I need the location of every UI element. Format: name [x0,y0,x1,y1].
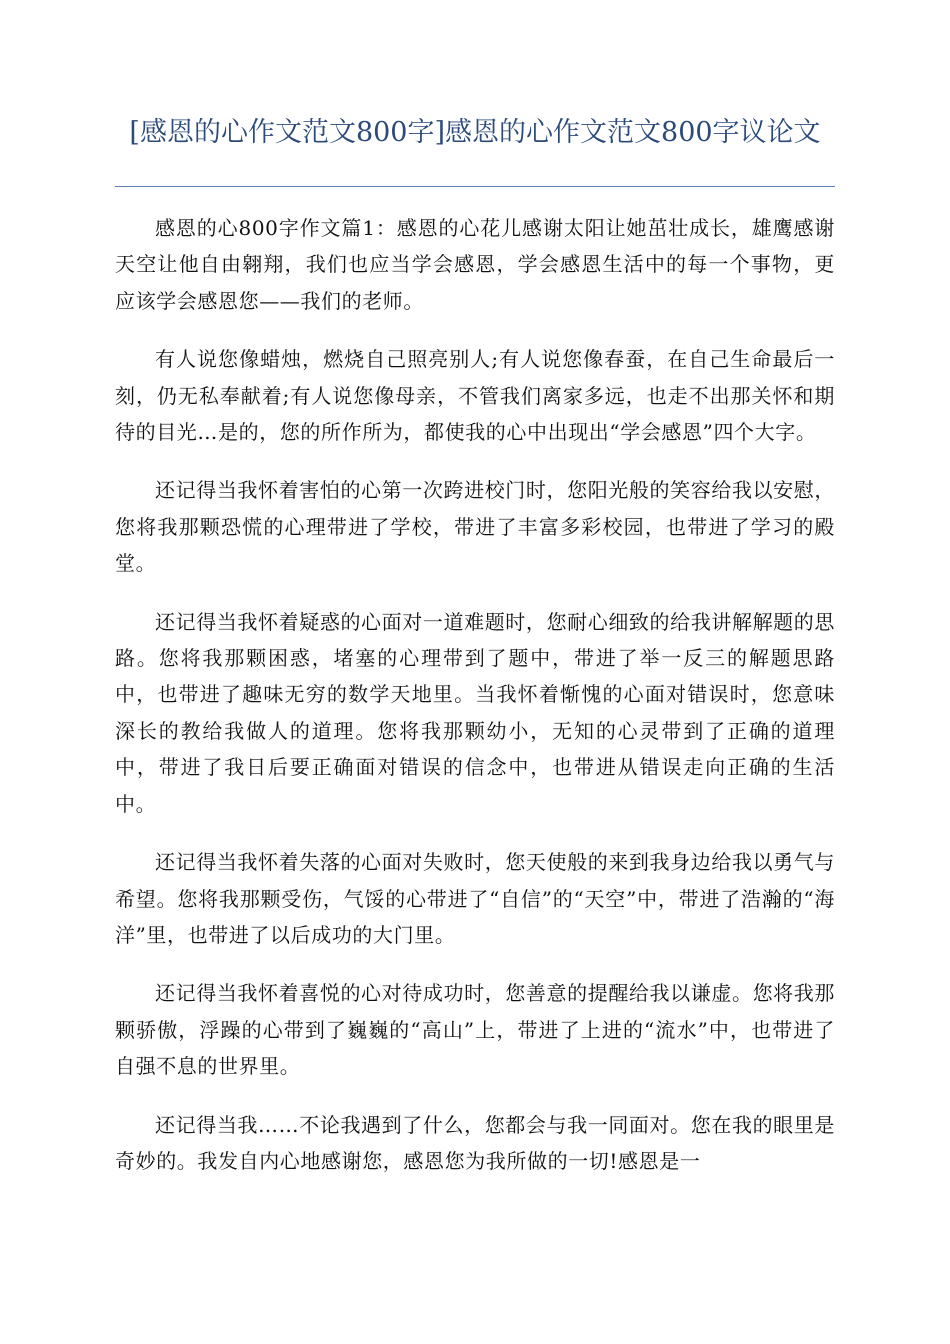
paragraph: 还记得当我怀着害怕的心第一次跨进校门时，您阳光般的笑容给我以安慰，您将我那颗恐慌的心理带进了学校，带进了丰富多彩校园，也带进了学习的殿堂。 [115,478,835,576]
paragraph: 有人说您像蜡烛，燃烧自己照亮别人;有人说您像春蚕，在自己生命最后一刻，仍无私奉献着;有人说您像母亲，不管我们离家多远，也走不出那关怀和期待的目光…是的，您的所作所为，都使我的心中出现出“学会感恩”四个大字。 [115,347,835,445]
document-body [115,210,835,1201]
paragraph: 还记得当我……不论我遇到了什么，您都会与我一同面对。您在我的眼里是奇妙的。我发自内心地感谢您，感恩您为我所做的一切!感恩是一 [115,1112,835,1173]
paragraph: 感恩的心800字作文篇1：感恩的心花儿感谢太阳让她茁壮成长，雄鹰感谢天空让他自由翱翔，我们也应当学会感恩，学会感恩生活中的每一个事物，更应该学会感恩您——我们的老师。 [115,216,835,313]
document-title: [感恩的心作文范文800字]感恩的心作文范文800字议论文 [129,117,821,148]
paragraph: 还记得当我怀着失落的心面对失败时，您天使般的来到我身边给我以勇气与希望。您将我那颗受伤，气馁的心带进了“自信”的“天空”中，带进了浩瀚的“海洋”里，也带进了以后成功的大门里。 [115,850,835,947]
title-underline [115,186,835,187]
paragraph: 还记得当我怀着喜悦的心对待成功时，您善意的提醒给我以谦虚。您将我那颗骄傲，浮躁的心带到了巍巍的“高山”上，带进了上进的“流水”中，也带进了自强不息的世界里。 [115,981,835,1079]
paragraph: 还记得当我怀着疑惑的心面对一道难题时，您耐心细致的给我讲解解题的思路。您将我那颗困惑，堵塞的心理带到了题中，带进了举一反三的解题思路中，也带进了趣味无穷的数学天地里。当我怀着惭愧的心面对错误时，您意味深长的教给我做人的道理。您将我那颗幼小，无知的心灵带到了正确的道理中，带进了我日后要正确面对错误的信念中，也带进从错误走向正确的生活中。 [115,609,835,816]
